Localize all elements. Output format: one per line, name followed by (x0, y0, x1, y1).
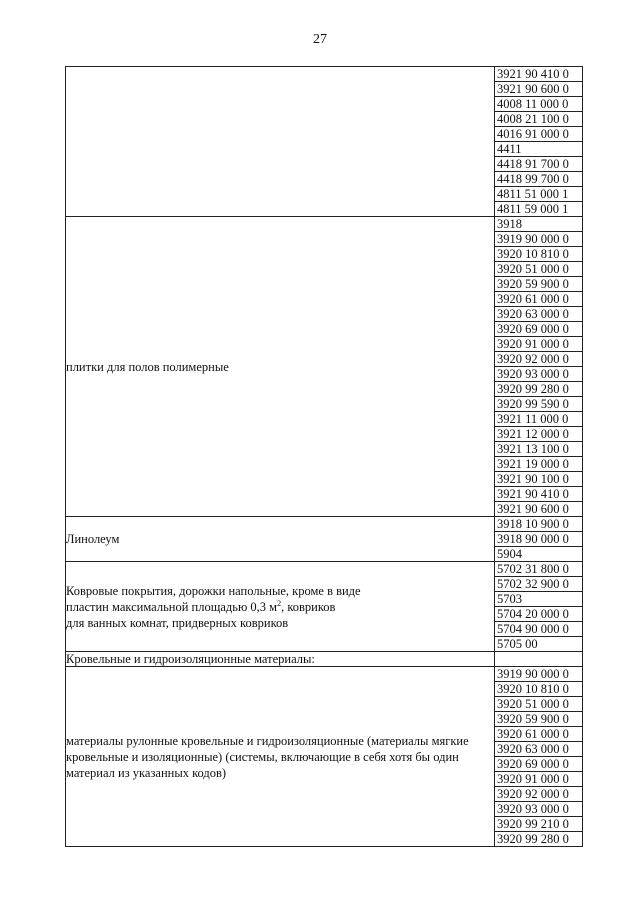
row-codes (495, 667, 583, 847)
description-line: пластин максимальной площадью 0,3 м (66, 599, 278, 614)
code-item: 3920 61 000 0 (495, 292, 582, 307)
code-item: 4008 11 000 0 (495, 97, 582, 112)
row-description: Линолеум (66, 517, 495, 562)
description-line: Ковровые покрытия, дорожки напольные, кроме в виде (66, 583, 361, 598)
table-row (66, 67, 583, 217)
code-item: 5702 32 900 0 (495, 577, 582, 592)
table-row (66, 217, 583, 517)
code-item: 3920 69 000 0 (495, 757, 582, 772)
code-item (495, 652, 582, 666)
code-item: 3920 92 000 0 (495, 352, 582, 367)
code-item: 3920 61 000 0 (495, 727, 582, 742)
code-item: 3921 11 000 0 (495, 412, 582, 427)
code-item: 3921 90 410 0 (495, 487, 582, 502)
page-number: 27 (313, 32, 327, 47)
code-item: 5702 31 800 0 (495, 562, 582, 577)
code-item: 3920 99 590 0 (495, 397, 582, 412)
description-line: , ковриков (281, 599, 336, 614)
code-item: 3918 90 000 0 (495, 532, 582, 547)
row-description (66, 562, 495, 652)
row-codes (495, 517, 583, 562)
code-item: 3921 19 000 0 (495, 457, 582, 472)
code-item: 3920 91 000 0 (495, 337, 582, 352)
code-item: 4418 91 700 0 (495, 157, 582, 172)
code-item: 5704 20 000 0 (495, 607, 582, 622)
code-item: 4016 91 000 0 (495, 127, 582, 142)
code-item: 4811 51 000 1 (495, 187, 582, 202)
code-item: 3919 90 000 0 (495, 232, 582, 247)
table-row (66, 517, 583, 562)
code-item: 3921 12 000 0 (495, 427, 582, 442)
code-item: 3918 (495, 217, 582, 232)
code-item: 3920 63 000 0 (495, 742, 582, 757)
code-item: 5704 90 000 0 (495, 622, 582, 637)
code-item: 3920 59 900 0 (495, 277, 582, 292)
table-row-section-heading (66, 652, 583, 667)
code-item: 3921 90 600 0 (495, 82, 582, 97)
code-item: 3920 63 000 0 (495, 307, 582, 322)
code-item: 3921 13 100 0 (495, 442, 582, 457)
code-item: 3920 92 000 0 (495, 787, 582, 802)
code-item: 3920 91 000 0 (495, 772, 582, 787)
table-row (66, 562, 583, 652)
code-item: 3920 10 810 0 (495, 682, 582, 697)
code-item: 3920 59 900 0 (495, 712, 582, 727)
code-item: 3921 90 100 0 (495, 472, 582, 487)
section-heading: Кровельные и гидроизоляционные материалы: (66, 652, 495, 667)
code-item: 3920 99 280 0 (495, 382, 582, 397)
row-codes (495, 652, 583, 667)
row-codes (495, 562, 583, 652)
code-item: 3920 99 210 0 (495, 817, 582, 832)
code-item: 3921 90 600 0 (497, 502, 569, 516)
row-description (66, 67, 495, 217)
code-item: 3920 99 280 0 (497, 832, 569, 846)
codes-table (65, 66, 583, 847)
code-item: 3920 10 810 0 (495, 247, 582, 262)
description-line: для ванных комнат, придверных ковриков (66, 615, 289, 630)
table-row (66, 667, 583, 847)
code-item: 3920 93 000 0 (495, 802, 582, 817)
row-codes (495, 67, 583, 217)
code-item: 3921 90 410 0 (495, 67, 582, 82)
row-description: плитки для полов полимерные (66, 217, 495, 517)
code-item: 5705 00 (497, 637, 538, 651)
superscript: 2 (277, 598, 282, 608)
code-item: 4811 59 000 1 (497, 202, 569, 216)
code-item: 3920 51 000 0 (495, 697, 582, 712)
code-item: 3918 10 900 0 (495, 517, 582, 532)
code-item: 3920 51 000 0 (495, 262, 582, 277)
code-item: 4008 21 100 0 (495, 112, 582, 127)
row-codes (495, 217, 583, 517)
code-item: 3920 93 000 0 (495, 367, 582, 382)
row-description: материалы рулонные кровельные и гидроизоляционные (материалы мягкие кровельные и изоляционные) (системы, включающие в себя хотя бы один материал из указанных кодов) (66, 667, 495, 847)
code-item: 3920 69 000 0 (495, 322, 582, 337)
code-item: 5703 (495, 592, 582, 607)
code-item: 4418 99 700 0 (495, 172, 582, 187)
code-item: 3919 90 000 0 (495, 667, 582, 682)
code-item: 4411 (495, 142, 582, 157)
code-item: 5904 (497, 547, 522, 561)
